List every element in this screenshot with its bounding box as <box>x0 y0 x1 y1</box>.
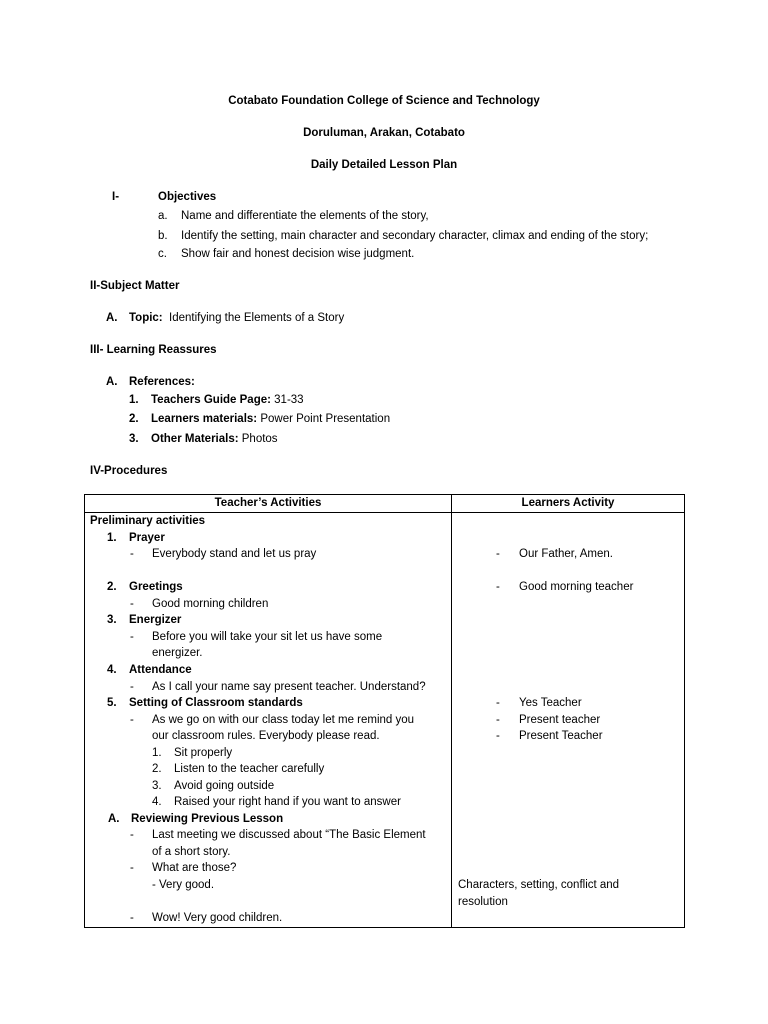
learner-response: Present teacher <box>519 714 601 726</box>
objective-letter: c. <box>158 248 167 260</box>
rule-item: Raised your right hand if you want to answer <box>174 796 401 808</box>
document-title: Daily Detailed Lesson Plan <box>310 159 458 171</box>
reference-number: 3. <box>129 433 139 445</box>
review-question: What are those? <box>152 862 237 874</box>
teacher-activities-cell <box>85 513 452 928</box>
standards-heading: Setting of Classroom standards <box>129 697 303 709</box>
energizer-heading: Energizer <box>129 614 182 626</box>
bullet-dash: - <box>496 548 500 560</box>
bullet-dash: - <box>130 681 134 693</box>
bullet-dash: - <box>496 714 500 726</box>
greetings-line: Good morning children <box>152 598 269 610</box>
learner-response: Present Teacher <box>519 730 603 742</box>
objective-item: Show fair and honest decision wise judgment. <box>181 248 415 260</box>
bullet-dash: - <box>496 730 500 742</box>
procedures-heading: IV-Procedures <box>90 465 168 477</box>
objective-item: Identify the setting, main character and secondary character, climax and ending of the story; <box>181 230 649 242</box>
reference-number: 1. <box>129 394 139 406</box>
prayer-heading: Prayer <box>129 532 165 544</box>
learner-column-header: Learners Activity <box>452 495 685 513</box>
prayer-line: Everybody stand and let us pray <box>152 548 317 560</box>
attendance-heading: Attendance <box>129 664 192 676</box>
review-line: Last meeting we discussed about “The Basic Element <box>152 829 426 841</box>
step-number: 2. <box>107 581 117 593</box>
topic-line <box>129 310 344 327</box>
reference-item <box>151 431 278 448</box>
reference-value: Photos <box>238 433 278 445</box>
standards-line: As we go on with our class today let me remind you <box>152 714 415 726</box>
rule-item: Avoid going outside <box>174 780 275 792</box>
reference-item <box>151 411 390 428</box>
objectives-heading: Objectives <box>158 191 217 203</box>
topic-label: Topic: <box>129 312 163 324</box>
rule-number: 1. <box>152 747 162 759</box>
objective-letter: b. <box>158 230 168 242</box>
reference-label: Learners materials: <box>151 413 258 425</box>
review-heading: Reviewing Previous Lesson <box>131 813 284 825</box>
bullet-dash: - <box>130 714 134 726</box>
reference-label: Teachers Guide Page: <box>151 394 271 406</box>
objective-item: Name and differentiate the elements of the story, <box>181 210 429 222</box>
learning-heading: III- Learning Reassures <box>90 344 217 356</box>
subject-matter-heading: II-Subject Matter <box>90 280 180 292</box>
learner-answer: Characters, setting, conflict and <box>458 879 620 891</box>
procedures-table <box>84 494 685 928</box>
teacher-column-header: Teacher’s Activities <box>85 495 452 513</box>
references-letter: A. <box>106 376 118 388</box>
rule-number: 4. <box>152 796 162 808</box>
learner-response: Good morning teacher <box>519 581 634 593</box>
objective-letter: a. <box>158 210 168 222</box>
rule-number: 2. <box>152 763 162 775</box>
learner-response: Our Father, Amen. <box>519 548 613 560</box>
reference-number: 2. <box>129 413 139 425</box>
bullet-dash: - <box>496 581 500 593</box>
bullet-dash: - <box>130 912 134 924</box>
attendance-line: As I call your name say present teacher. Understand? <box>152 681 426 693</box>
learner-response: Yes Teacher <box>519 697 582 709</box>
review-praise: - Very good. <box>152 879 215 891</box>
step-number: 5. <box>107 697 117 709</box>
reference-value: Power Point Presentation <box>257 413 391 425</box>
rule-number: 3. <box>152 780 162 792</box>
step-number: 4. <box>107 664 117 676</box>
bullet-dash: - <box>130 598 134 610</box>
rule-item: Sit properly <box>174 747 233 759</box>
review-line: of a short story. <box>152 846 231 858</box>
bullet-dash: - <box>130 862 134 874</box>
learner-answer: resolution <box>458 896 508 908</box>
location: Doruluman, Arakan, Cotabato <box>303 127 465 139</box>
bullet-dash: - <box>130 548 134 560</box>
step-number: 1. <box>107 532 117 544</box>
preliminary-heading: Preliminary activities <box>90 515 206 527</box>
reference-value: 31-33 <box>270 394 304 406</box>
reference-item <box>151 392 304 409</box>
bullet-dash: - <box>130 631 134 643</box>
reference-label: Other Materials: <box>151 433 239 445</box>
greetings-heading: Greetings <box>129 581 183 593</box>
review-praise: Wow! Very good children. <box>152 912 283 924</box>
step-number: 3. <box>107 614 117 626</box>
energizer-line: energizer. <box>152 647 203 659</box>
bullet-dash: - <box>130 829 134 841</box>
rule-item: Listen to the teacher carefully <box>174 763 325 775</box>
learner-activities-cell <box>452 513 685 928</box>
objectives-numeral: I- <box>112 191 120 203</box>
topic-letter: A. <box>106 312 118 324</box>
bullet-dash: - <box>496 697 500 709</box>
review-letter: A. <box>108 813 120 825</box>
references-label: References: <box>129 376 195 388</box>
standards-line: our classroom rules. Everybody please read. <box>152 730 380 742</box>
energizer-line: Before you will take your sit let us have some <box>152 631 383 643</box>
topic-value: Identifying the Elements of a Story <box>169 312 345 324</box>
institution-name: Cotabato Foundation College of Science and Technology <box>228 95 540 107</box>
